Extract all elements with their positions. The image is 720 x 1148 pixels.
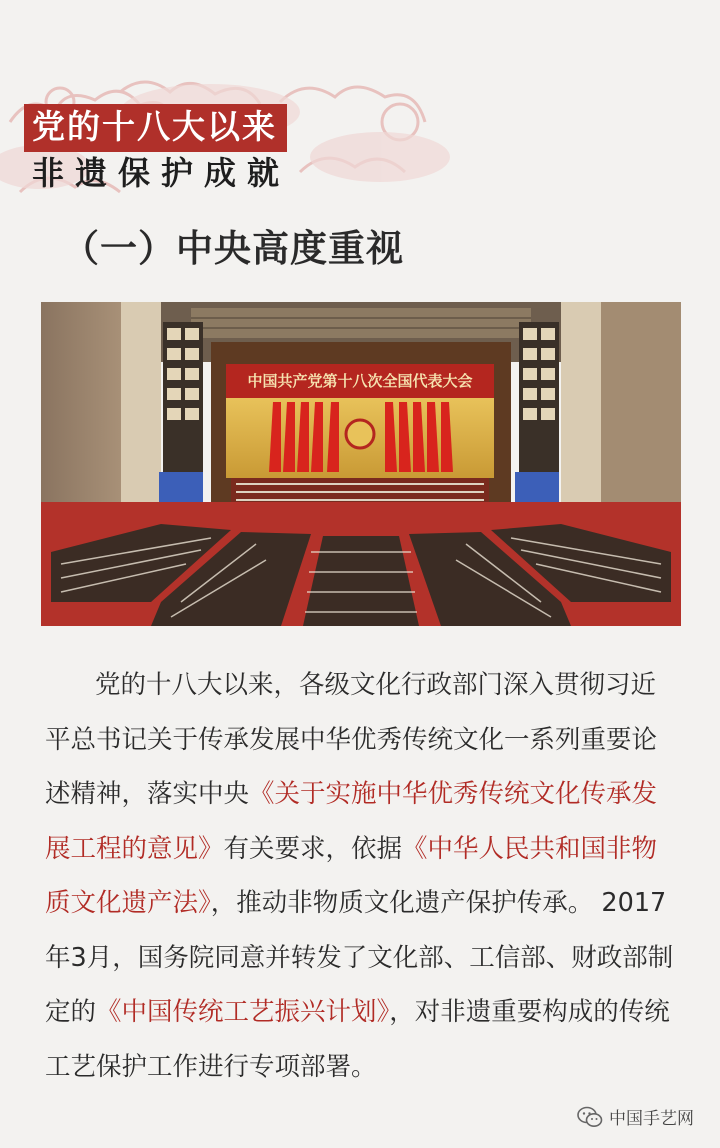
section-heading: （一）中央高度重视	[62, 227, 404, 270]
plan-reference-link[interactable]: 《中国传统工艺振兴计划》	[96, 997, 390, 1027]
title-line-2: 非遗保护成就	[32, 154, 291, 192]
paragraph-text: ，对非遗重要构成的传统工艺保护工作进行专项部署。	[45, 997, 670, 1082]
paragraph-text: 党的十八大以来，各级文化行政部门深入贯彻习近平总书记关于传承发展中华优秀传统文化一系列重要论述精神，落实中央	[45, 670, 658, 809]
article-paragraph	[45, 658, 675, 1094]
congress-hall-photo	[41, 302, 681, 626]
watermark-text: 中国手艺网	[609, 1109, 694, 1129]
title-line-1: 党的十八大以来	[24, 104, 287, 152]
banner-text: 中国共产党第十八次全国代表大会	[247, 372, 473, 390]
paragraph-text: ，推动非物质文化遗产保护传承。 2017年3月，国务院同意并转发了文化部、工信部、财政部制定的	[45, 888, 674, 1027]
policy-reference-link[interactable]: 《关于实施中华优秀传统文化传承发展工程的意见》	[45, 779, 658, 864]
feature-title	[24, 104, 290, 192]
source-watermark	[577, 1104, 694, 1129]
law-reference-link[interactable]: 《中华人民共和国非物质文化遗产法》	[45, 833, 658, 918]
wechat-icon	[577, 1106, 603, 1128]
paragraph-text: 有关要求，依据	[223, 833, 403, 864]
